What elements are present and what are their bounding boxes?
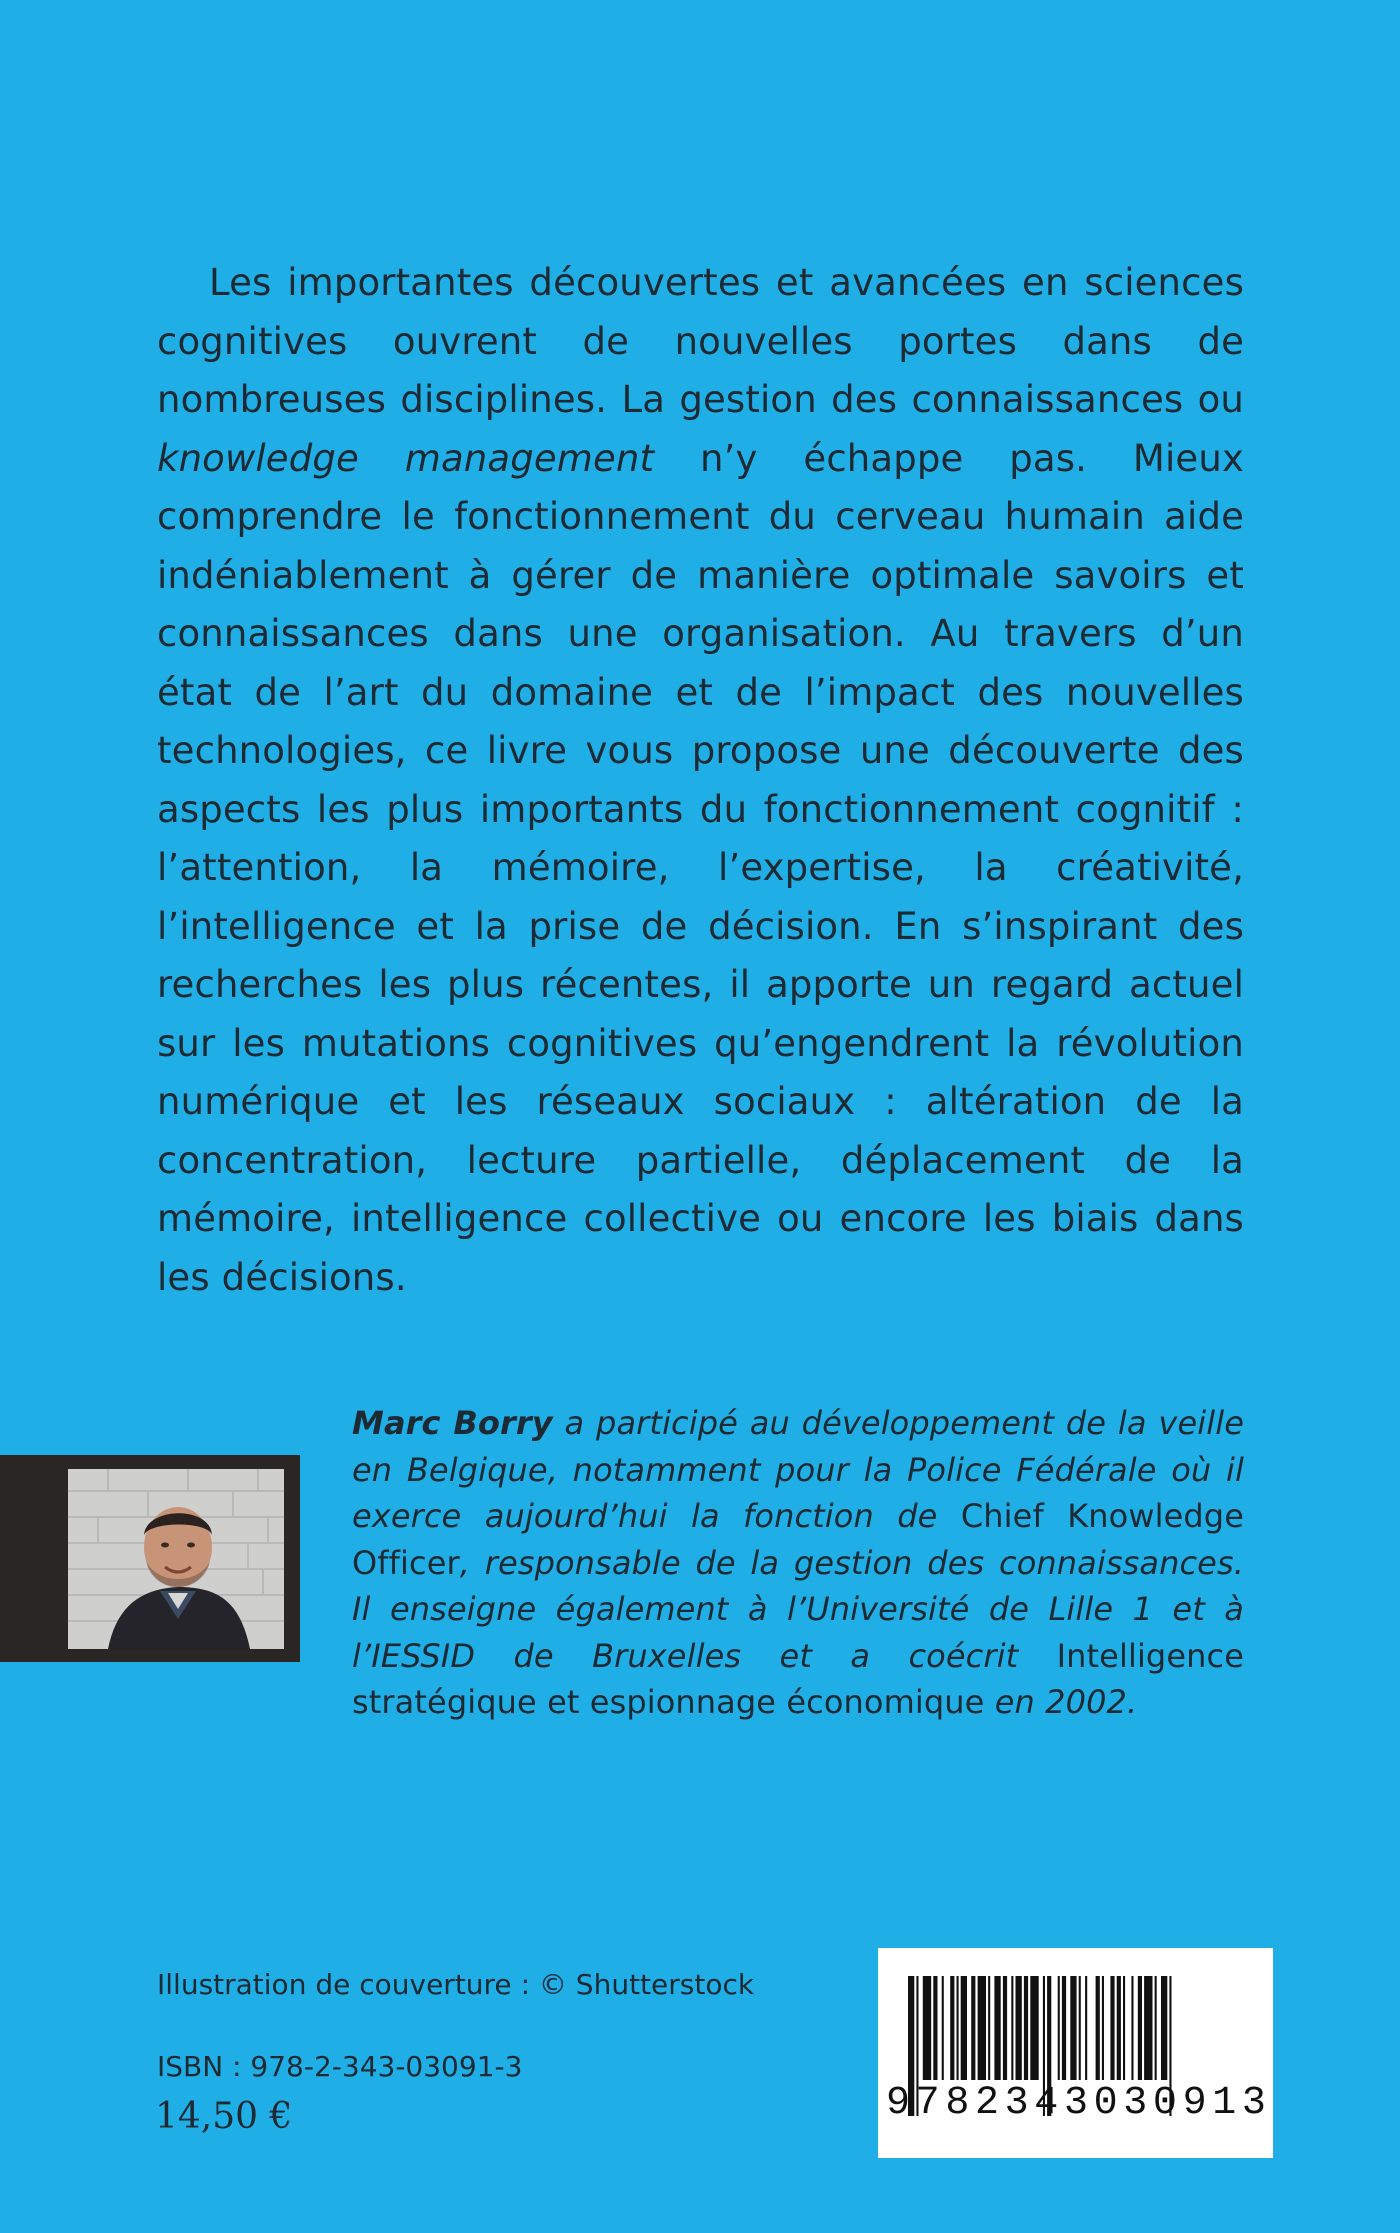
- barcode-digits: [886, 2080, 1266, 2128]
- author-previous-book: Intelligence stratégique et espionnage économique: [352, 1636, 1244, 1721]
- barcode-digit: 7: [915, 2081, 940, 2126]
- barcode-bar: [1079, 1976, 1081, 2080]
- barcode-digit: 8: [945, 2081, 970, 2126]
- author-bio-part-2: , responsable de la gestion des connaissances. Il enseigne également à l’Université de Lille 1 et à l’IESSID de Bruxelles et a coécrit: [352, 1543, 1244, 1675]
- author-name: Marc Borry: [352, 1404, 553, 1442]
- barcode-digit: 3: [1123, 2081, 1148, 2126]
- summary-text-part-1: Les importantes découvertes et avancées en sciences cognitives ouvrent de nouvelles portes dans de nombreuses disciplines. La gestion des connaissances ou: [157, 261, 1244, 421]
- barcode-digit: 9: [886, 2081, 911, 2126]
- barcode-bar: [1030, 1976, 1038, 2080]
- barcode-digit: 4: [1034, 2081, 1059, 2126]
- barcode-bar: [994, 1976, 1000, 2080]
- back-cover-summary: [157, 254, 1244, 1307]
- barcode-bar: [1096, 1976, 1100, 2080]
- barcode-bar: [1123, 1976, 1125, 2080]
- barcode-bar: [950, 1976, 954, 2080]
- barcode-bar: [942, 1976, 944, 2080]
- author-bio-part-3: en 2002.: [984, 1683, 1138, 1721]
- barcode-bar: [1062, 1976, 1066, 2080]
- barcode-digit: 9: [1182, 2081, 1207, 2126]
- barcode-digit: 3: [1241, 2081, 1266, 2126]
- barcode-digit: 3: [1063, 2081, 1088, 2126]
- barcode-digit: 3: [1004, 2081, 1029, 2126]
- barcode-bar: [1161, 1976, 1167, 2080]
- barcode-bar: [1102, 1976, 1104, 2080]
- barcode-bar: [923, 1976, 931, 2080]
- barcode-bar: [978, 1976, 986, 2080]
- barcode-bar: [1110, 1976, 1114, 2080]
- summary-text-part-2: n’y échappe pas. Mieux comprendre le fonctionnement du cerveau humain aide indéniablement à gérer de manière optimale savoirs et connaissances dans une organisation. Au travers d’un état de l’art du domaine et de l’impact des nouvelles technologies, ce livre vous propose une découverte des aspects les plus importants du fonctionnement cognitif : l’attention, la mémoire, l’expertise, la créativité, l’intelligence et la prise de décision. En s’inspirant des recherches les plus récentes, il apporte un regard actuel sur les mutations cognitives qu’engendrent la révolution numérique et les réseaux sociaux : altération de la concentration, lecture partielle, déplacement de la mémoire, intelligence collective ou encore les biais dans les décisions.: [157, 436, 1244, 1299]
- barcode-bar: [961, 1976, 967, 2080]
- barcode-bar: [988, 1976, 990, 2080]
- isbn-number: ISBN : 978-2-343-03091-3: [157, 2050, 523, 2083]
- barcode-digit: 0: [1152, 2081, 1177, 2126]
- author-photo: [68, 1469, 284, 1649]
- barcode-bar: [1070, 1976, 1076, 2080]
- barcode-bar: [1058, 1976, 1060, 2080]
- cover-illustration-credit: Illustration de couverture : © Shutterstock: [157, 1968, 755, 2001]
- barcode-digit: 0: [1093, 2081, 1118, 2126]
- barcode-bar: [1131, 1976, 1133, 2080]
- barcode-bar: [1117, 1976, 1121, 2080]
- barcode-bar: [933, 1976, 937, 2080]
- barcode-bar: [1085, 1976, 1087, 2080]
- barcode-bar: [971, 1976, 975, 2080]
- barcode-bar: [1003, 1976, 1007, 2080]
- author-role: Chief Knowledge Officer: [352, 1497, 1245, 1582]
- barcode-bar: [1144, 1976, 1152, 2080]
- summary-paragraph: [157, 254, 1244, 1307]
- summary-italic-term: knowledge management: [157, 436, 655, 480]
- isbn-barcode: [878, 1948, 1273, 2158]
- barcode-bar: [1011, 1976, 1013, 2080]
- barcode-digit: 1: [1212, 2081, 1237, 2126]
- barcode-bar: [1024, 1976, 1028, 2080]
- barcode-bar: [1155, 1976, 1157, 2080]
- book-price: 14,50 €: [155, 2096, 293, 2137]
- barcode-bar: [1138, 1976, 1142, 2080]
- barcode-digit: 2: [974, 2081, 999, 2126]
- author-bio-part-1: a participé au développement de la veille en Belgique, notamment pour la Police Fédérale où il exerce aujourd’hui la fonction de: [352, 1404, 1245, 1535]
- author-biography: [352, 1400, 1244, 1726]
- barcode-bar: [1016, 1976, 1022, 2080]
- barcode-bar: [957, 1976, 959, 2080]
